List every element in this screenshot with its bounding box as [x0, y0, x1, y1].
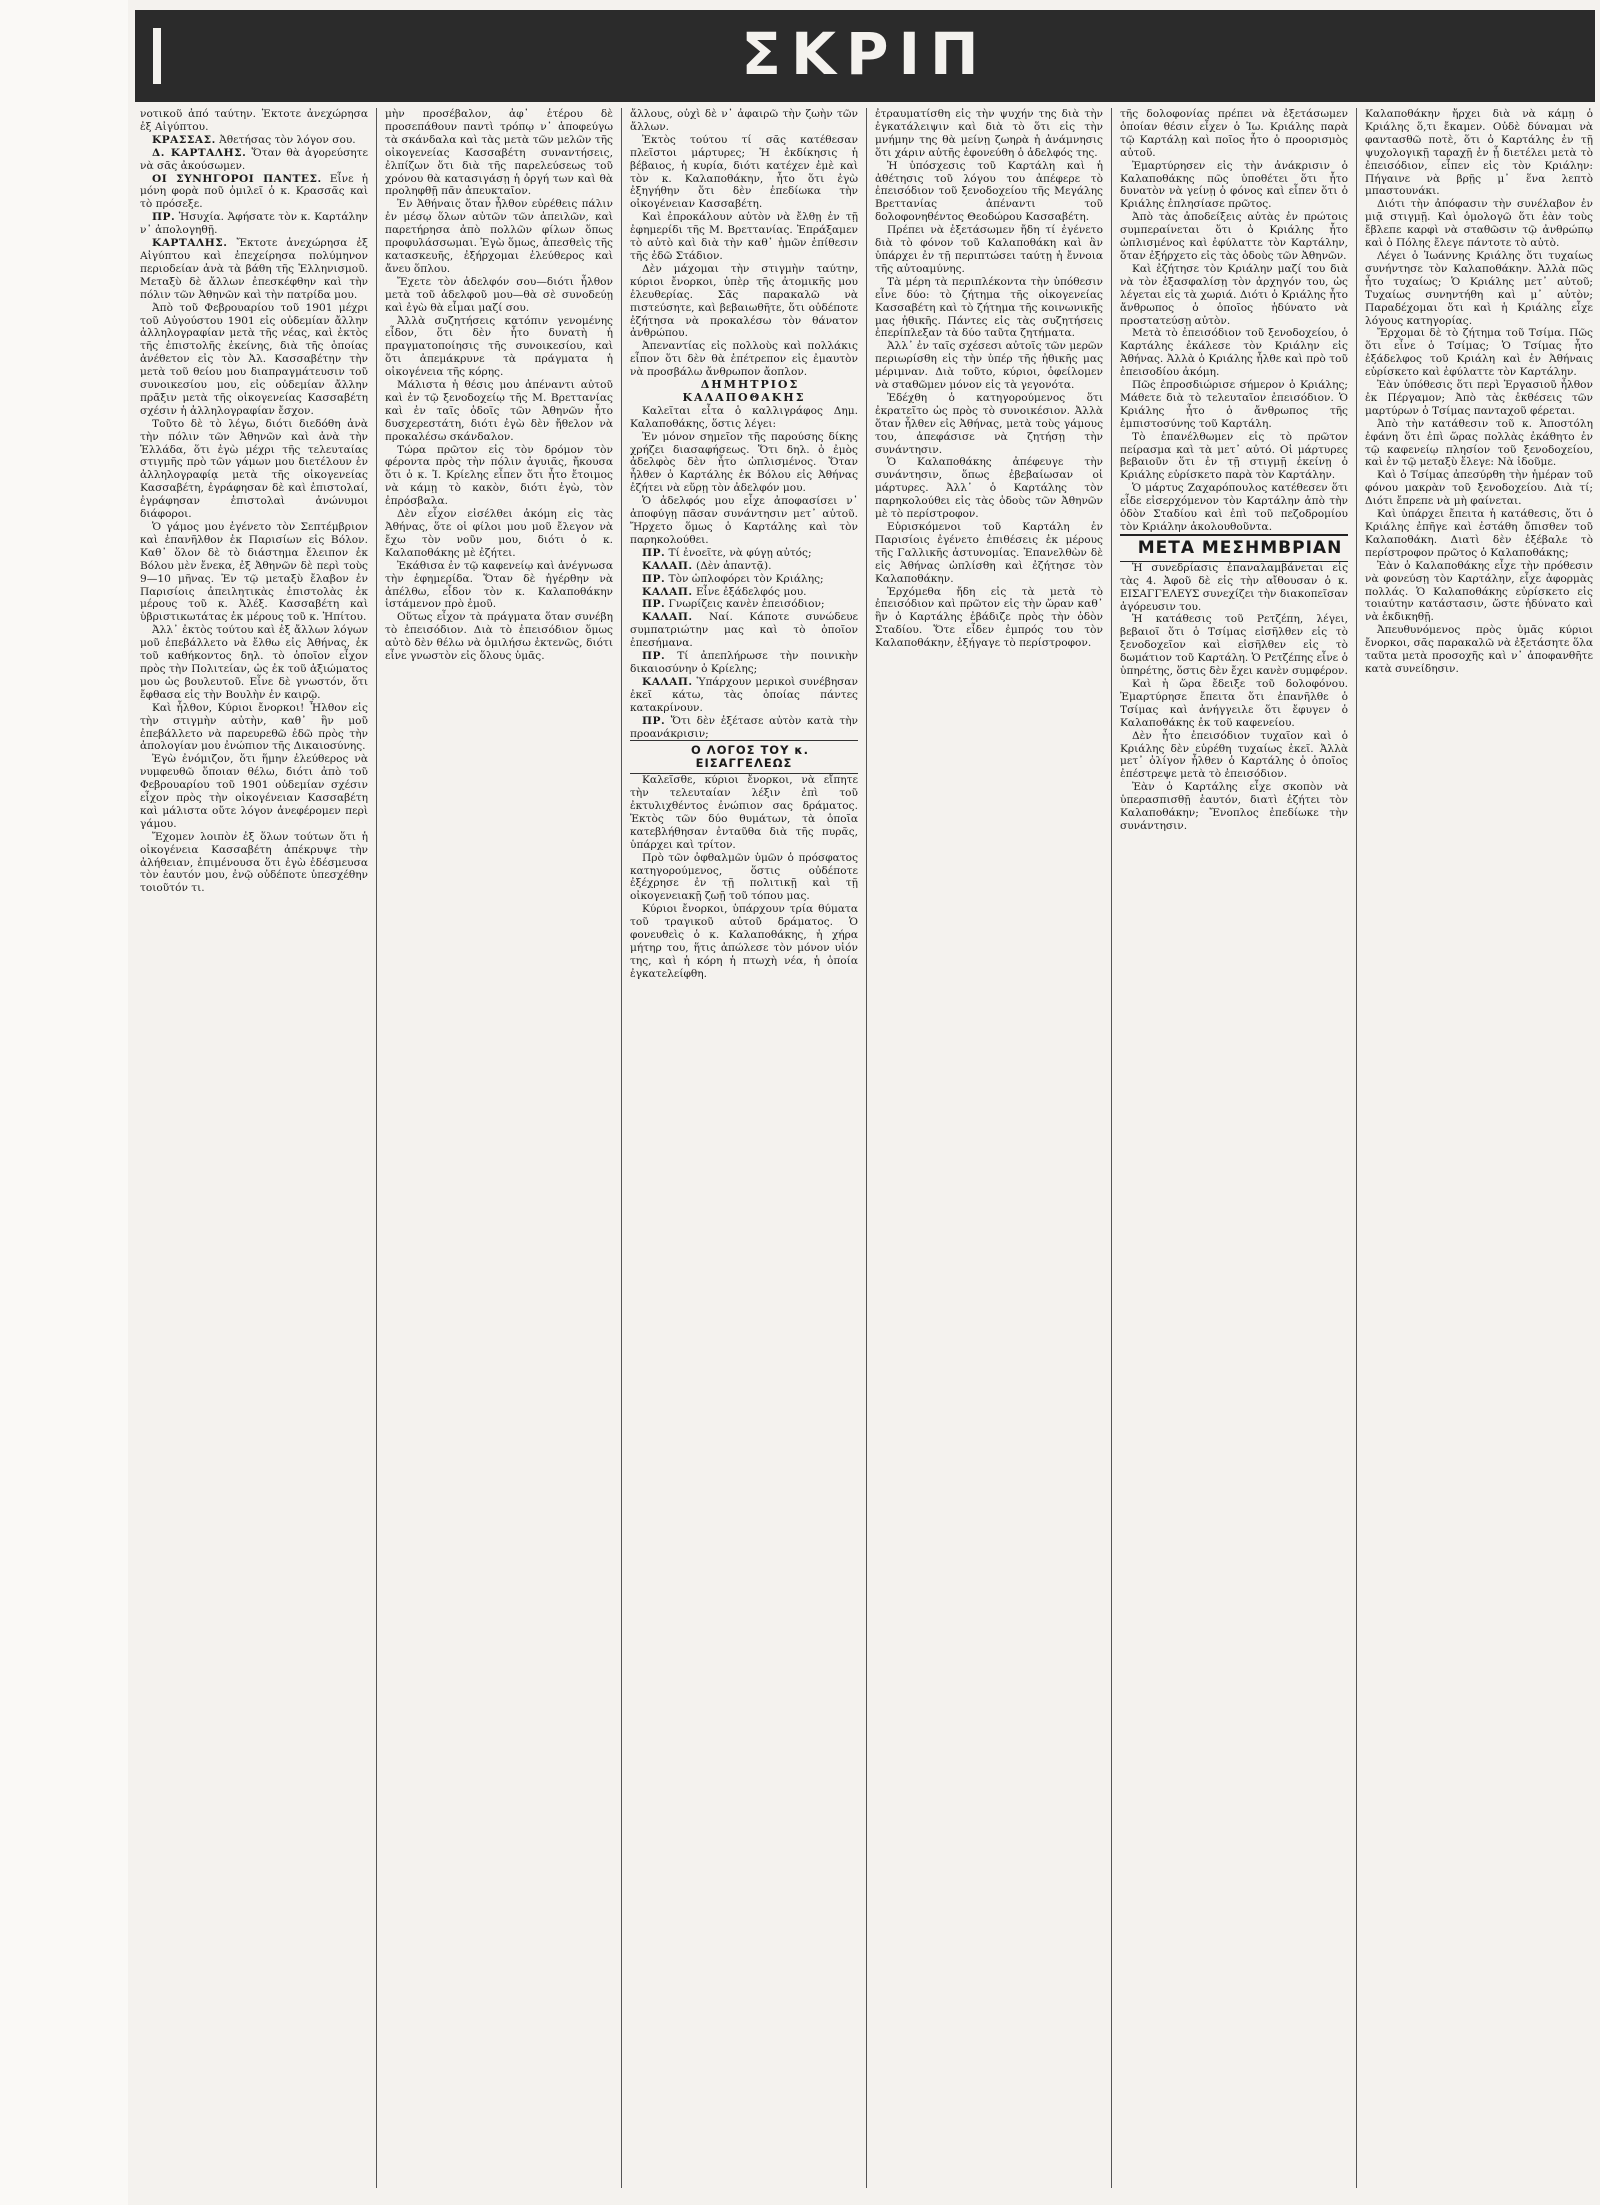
column-5: [1120, 108, 1348, 2188]
dialogue-line: ΚΑΛΑΠ. Ὑπάρχουν μερικοὶ συνέβησαν ἐκεῖ κάτω, τὰς ὁποίας πάντες κατακρίνουν.: [630, 675, 858, 714]
paragraph: Καὶ ὑπάρχει ἔπειτα ἡ κατάθεσις, ὅτι ὁ Κριάλης ἐπῆγε καὶ ἐστάθη ὄπισθεν τοῦ Καλαποθάκη. Διατὶ δὲν ἐξέβαλε τὸ περίστροφον πρῶτος ὁ Καλαποθάκης;: [1365, 508, 1593, 559]
column-6: [1365, 108, 1593, 2188]
paragraph: Ἐκάθισα ἐν τῷ καφενείῳ καὶ ἀνέγνωσα τὴν ἐφημερίδα. Ὅταν δὲ ἠγέρθην νὰ ἀπέλθω, εἶδον τὸν κ. Καλαποθάκην ἱστάμενον πρὸ ἐμοῦ.: [385, 559, 613, 611]
paragraph: Τοῦτο δὲ τὸ λέγω, διότι διεδόθη ἀνὰ τὴν πόλιν τῶν Ἀθηνῶν καὶ ἀνὰ τὴν Ἑλλάδα, ὅτι ἐγὼ μέχρι τῆς τελευταίας στιγμῆς πρὸ τῶν γάμων μου διετέλουν ἐν ἀλληλογραφίᾳ μετὰ τῆς οἰκογενείας Κασσαβέτη, ἐγράφησαν δὲ καὶ ἐπιστολαί, ἐγράφησαν ἐπιστολαὶ ἀνώνυμοι διάφοροι.: [140, 417, 368, 521]
paragraph: Ἐμαρτύρησεν εἰς τὴν ἀνάκρισιν ὁ Καλαποθάκης πῶς ὑποθέτει ὅτι ἦτο δυνατὸν νὰ γείνῃ ὁ φόνος καὶ εἶπεν ὅτι ὁ Κριάλης ἐπλησίασε πρῶτος.: [1120, 159, 1348, 211]
paragraph: Καλεῖται εἶτα ὁ καλλιγράφος Δημ. Καλαποθάκης, ὅστις λέγει:: [630, 404, 858, 430]
dialogue-line: ΚΑΛΑΠ. (Δὲν ἀπαντᾷ).: [642, 559, 772, 572]
exchange-line: ΟΙ ΣΥΝΗΓΟΡΟΙ ΠΑΝΤΕΣ. Εἶνε ἡ μόνη φορὰ ποῦ ὁμιλεῖ ὁ κ. Κρασσᾶς καὶ τὸ πρόσεξε.: [140, 172, 368, 211]
paragraph: Μετὰ τὸ ἐπεισόδιον τοῦ ξενοδοχείου, ὁ Καρτάλης ἐκάλεσε τὸν Κριάλην εἰς Ἀθήνας. Ἀλλὰ ὁ Κριάλης ἦλθε καὶ πρὸ τοῦ ἐπεισοδίου ἀκόμη.: [1120, 327, 1348, 379]
paragraph: Ἐὰν ὑπόθεσις ὅτι περὶ Ἐργασιοῦ ἦλθον ἐκ Πέργαμον; Ἀπὸ τὰς ἐκθέσεις τῶν μαρτύρων ὁ Τσίμας πανταχοῦ φέρεται.: [1365, 379, 1593, 417]
paragraph: Τὰ μέρη τὰ περιπλέκοντα τὴν ὑπόθεσιν εἶνε δύο: τὸ ζήτημα τῆς οἰκογενείας Κασσαβέτη καὶ τὸ ζήτημα τῆς κοινωνικῆς μας ἠθικῆς. Πάντες εἰς τὰς συζητήσεις ἐπερίπλεξαν τὰ δύο ταῦτα ζητήματα.: [875, 275, 1103, 340]
paragraph: Ἀπεναντίας εἰς πολλοὺς καὶ πολλάκις εἶπον ὅτι δὲν θὰ ἐπέτρεπον εἰς ἐμαυτὸν νὰ προσβάλω ἄνθρωπον ἄοπλον.: [630, 340, 858, 379]
column-2: [385, 108, 613, 2188]
paragraph: Δὲν μάχομαι τὴν στιγμὴν ταύτην, κύριοι ἔνορκοι, ὑπὲρ τῆς ἀτομικῆς μου ἐλευθερίας. Σᾶς παρακαλῶ νὰ πιστεύσητε, καὶ βεβαιωθῆτε, ὅτι οὐδέποτε ἐζήτησα νὰ προκαλέσω τὸν θάνατον ἀνθρώπου.: [630, 262, 858, 340]
paragraph: Καὶ ἐπροκάλουν αὐτὸν νὰ ἔλθῃ ἐν τῇ ἐφημερίδι τῆς Μ. Βρεττανίας. Ἐπράξαμεν τὸ αὐτὸ καὶ διὰ τὴν καθ᾽ ἡμῶν ἐπίθεσιν τῆς ἐδῶ Στάδιον.: [630, 211, 858, 262]
paragraph: Ἐὰν ὁ Καρτάλης εἶχε σκοπὸν νὰ ὑπερασπισθῇ ἑαυτόν, διατὶ ἐζήτει τὸν Καλαποθάκην; Ἔνοπλος ἐπεδίωκε τὴν συνάντησιν.: [1120, 781, 1348, 832]
paragraph: Οὕτως εἶχον τὰ πράγματα ὅταν συνέβη τὸ ἐπεισόδιον. Διὰ τὸ ἐπεισόδιον ὅμως αὐτὸ δὲν θέλω νὰ ὁμιλήσω ἐκτενῶς, διότι εἶνε γνωστὸν εἰς ὅλους ὑμᾶς.: [385, 611, 613, 663]
paragraph: Ἀλλ᾽ ἐν ταῖς σχέσεσι αὐτοῖς τῶν μερῶν περιωρίσθη εἰς τὴν ὑπέρ τῆς ἠθικῆς μας μέριμναν. Διὰ τοῦτο, κύριοι, ὀφείλομεν νὰ σταθῶμεν μόνον εἰς τὰ γεγονότα.: [875, 340, 1103, 392]
column-rule: [376, 108, 377, 2188]
paragraph: Καλεῖσθε, κύριοι ἔνορκοι, νὰ εἴπητε τὴν τελευταίαν λέξιν ἐπὶ τοῦ ἐκτυλιχθέντος ἐνώπιον σας δράματος. Ἐκτὸς τῶν δύο θυμάτων, τὰ ὁποῖα κατεβλήθησαν ἐνταῦθα διὰ τῆς πυρᾶς, ὑπάρχει καὶ τρίτον.: [630, 774, 858, 851]
paragraph: Ἔχομεν λοιπὸν ἐξ ὅλων τούτων ὅτι ἡ οἰκογένεια Κασσαβέτη ἀπέκρυψε τὴν ἀλήθειαν, ἐπιμένουσα ὅτι ἐγὼ ἐδέσμευσα τὸν ἑαυτόν μου, ἐνῷ οὐδέποτε ὑπεσχέθην τοιοῦτόν τι.: [140, 830, 368, 895]
column-rule: [1356, 108, 1357, 2188]
paragraph: Πρέπει νὰ ἐξετάσωμεν ἤδη τί ἐγένετο διὰ τὸ φόνον τοῦ Καλαποθάκη καὶ ἂν ὑπάρχει ἐν τῇ περιπτώσει ταύτῃ ἡ ἔννοια τῆς αὐτοαμύνης.: [875, 224, 1103, 275]
column-3: [630, 108, 858, 2188]
paragraph: Ὁ ἀδελφός μου εἶχε ἀποφασίσει ν᾽ ἀποφύγῃ πᾶσαν συνάντησιν μετ᾽ αὐτοῦ. Ἤρχετο ὅμως ὁ Καρτάλης καὶ τὸν παρηκολούθει.: [630, 495, 858, 546]
paragraph: μὴν προσέβαλον, ἀφ᾽ ἑτέρου δὲ προσεπάθουν παντὶ τρόπῳ ν᾽ ἀποφεύγω τὰ σκάνδαλα καὶ τὰς μετὰ τῶν μελῶν τῆς οἰκογενείας Κασσαβέτη συναντήσεις, ἐλπίζων ὅτι διὰ τῆς παρελεύσεως τοῦ χρόνου θὰ κατασιγάσῃ ἡ ὀργή των καὶ θὰ προληφθῇ πᾶν ἀπευκταῖον.: [385, 108, 613, 198]
exchange-line: ΚΑΡΤΑΛΗΣ. Ἔκτοτε ἀνεχώρησα ἐξ Αἰγύπτου καὶ ἐπεχείρησα πολύμηνον περιοδείαν ἀνὰ τὰ βάθη τῆς Ἑλληνισμοῦ. Μεταξὺ δὲ ἄλλων ἐπεσκέφθην καὶ τὴν πόλιν τῶν Ἀθηνῶν καὶ τὴν πατρίδα μου.: [140, 237, 368, 301]
dialogue-line: ΠΡ. Τὸν ὡπλοφόρει τὸν Κριάλης;: [642, 572, 824, 585]
paragraph: Ἀπὸ τὴν κατάθεσιν τοῦ κ. Ἀποστόλη ἐφάνη ὅτι ἐπὶ ὥρας πολλὰς ἐκάθητο ἐν τῷ καφενείῳ πλησίον τοῦ ξενοδοχείου, καὶ ἐν τῷ μεταξὺ ἔλεγε: Νὰ ἰδοῦμε.: [1365, 417, 1593, 469]
paragraph: Ὁ γάμος μου ἐγένετο τὸν Σεπτέμβριον καὶ ἐπανῆλθον ἐκ Παρισίων εἰς Βόλον. Καθ᾽ ὅλον δὲ τὸ διάστημα ἔλειπον ἐκ Βόλου μὲν ἔνεκα, ἐξ Ἀθηνῶν δὲ περὶ τοὺς 9—10 μῆνας. Ἐν τῷ μεταξὺ ἔλαβον ἐν Παρισίοις ἀπειλητικὰς ἐπιστολὰς ἐκ μέρους τοῦ κ. Ἀλέξ. Κασσαβέτη καὶ ὑβριστικωτάτας ἐκ μέρους τοῦ κ. Ἠπίτου.: [140, 521, 368, 624]
column-4: [875, 108, 1103, 2188]
paragraph: Ἡ κατάθεσις τοῦ Ρετζέπη, λέγει, βεβαιοῖ ὅτι ὁ Τσίμας εἰσῆλθεν εἰς τὸ ξενοδοχεῖον καὶ εἰσῆλθεν εἰς τὸ δωμάτιον τοῦ Καρτάλη. Ὁ Ρετζέπης εἶνε ὁ ὑπηρέτης, ὅστις δὲν ἔχει κανὲν συμφέρον.: [1120, 613, 1348, 678]
paragraph: ἄλλους, οὐχὶ δὲ ν᾽ ἀφαιρῶ τὴν ζωὴν τῶν ἄλλων.: [630, 108, 858, 133]
exchange-line: ΚΡΑΣΣΑΣ. Ἀθετήσας τὸν λόγον σου.: [152, 133, 356, 146]
exchange-line: Δ. ΚΑΡΤΑΛΗΣ. Ὅταν θὰ ἀγορεύσητε νὰ σᾶς ἀκούσωμεν.: [140, 146, 368, 172]
paragraph: Κύριοι ἔνορκοι, ὑπάρχουν τρία θύματα τοῦ τραγικοῦ αὐτοῦ δράματος. Ὁ φονευθεὶς ὁ κ. Καλαποθάκης, ἡ χήρα μήτηρ του, ἥτις ἀπώλεσε τὸν μόνον υἱόν της, καὶ ἡ κόρη ἡ πτωχὴ νέα, ἡ ὁποία ἐγκατελείφθη.: [630, 903, 858, 980]
paragraph: Ἀλλ᾽ ἐκτὸς τούτου καὶ ἐξ ἄλλων λόγων μοῦ ἐπεβάλλετο νὰ ἔλθω εἰς Ἀθήνας, ἐκ τοῦ καθήκοντος δηλ. τὸ ὁποῖον εἶχον πρὸς τὴν Πολιτείαν, ὡς ἐκ τοῦ ἀξιώματος μου ὡς βουλευτοῦ. Εἶνε δὲ γνωστόν, ὅτι ἔφθασα εἰς τὴν Βουλὴν ἐν καιρῷ.: [140, 624, 368, 701]
dialogue-line: ΠΡ. Τί ἐνοεῖτε, νὰ φύγῃ αὐτός;: [642, 546, 812, 559]
paragraph: Ἡ ὑπόσχεσις τοῦ Καρτάλη καὶ ἡ ἀθέτησις τοῦ λόγου του ἀπέφερε τὸ ἐπεισόδιον τοῦ ξενοδοχείου τῆς Μεγάλης Βρεττανίας ἀπέναντι τοῦ δολοφονηθέντος Θεοδώρου Κασσαβέτη.: [875, 159, 1103, 224]
column-rule: [1111, 108, 1112, 2188]
masthead: [135, 10, 1595, 102]
paragraph: Δὲν ἦτο ἐπεισόδιον τυχαῖον καὶ ὁ Κριάλης δὲν εὑρέθη τυχαίως ἐκεῖ. Ἀλλὰ μετ᾽ ὀλίγον ἦλθεν ὁ Καρτάλης ὁ ὁποῖος ἐπέστρεψε μετὰ τὸ ἐπεισόδιον.: [1120, 729, 1348, 781]
paragraph: Ἐδέχθη ὁ κατηγορούμενος ὅτι ἐκρατεῖτο ὡς πρὸς τὸ συνοικέσιον. Ἀλλὰ ὅταν ἦλθεν εἰς Ἀθήνας, μετὰ τοὺς γάμους του, ἀπεφάσισε νὰ ζητήσῃ τὴν συνάντησιν.: [875, 391, 1103, 456]
paragraph: Ἀπὸ τοῦ Φεβρουαρίου τοῦ 1901 μέχρι τοῦ Αὐγούστου 1901 εἰς οὐδεμίαν ἄλλην ἀλληλογραφίαν μετὰ τῆς νέας, καὶ ἐκτὸς τῆς ἐπιστολῆς ἐκείνης, διὰ τῆς ὁποίας ἀνέθετον εἰς τὸν Ἀλ. Κασσαβέτην τὴν μετὰ τοῦ θείου μου διαπραγμάτευσιν τοῦ συνοικεσίου μου, εἰς οὐδεμίαν ἄλλην πρᾶξιν μετὰ τῆς οἰκογενείας Κασσαβέτη σχέσιν ἡ ἀλληλογραφίαν ἔσχον.: [140, 301, 368, 417]
paragraph: Ἀλλὰ συζητήσεις κατόπιν γενομένης εἶδον, ὅτι δὲν ἦτο δυνατὴ ἡ πραγματοποίησις τῆς συνοικεσίου, καὶ ὅτι ἀπεμάκρυνε τὰ πράγματα ἡ οἰκογένεια τῆς κόρης.: [385, 314, 613, 379]
paragraph: Καὶ ὁ Τσίμας ἀπεσύρθη τὴν ἡμέραν τοῦ φόνου μακρὰν τοῦ ξενοδοχείου. Διὰ τί; Διότι ἔπρεπε νὰ μὴ φαίνεται.: [1365, 469, 1593, 508]
paragraph: Πρὸ τῶν ὀφθαλμῶν ὑμῶν ὁ πρόσφατος κατηγορούμενος, ὅστις οὐδέποτε ἐξέχρησε ἐν τῇ πολιτικῇ καὶ τῇ οἰκογενειακῇ ζωῇ τοῦ τόπου μας.: [630, 851, 858, 903]
paragraph: Πῶς ἐπροσδιώρισε σήμερον ὁ Κριάλης; Μάθετε διὰ τὸ τελευταῖον ἐπεισόδιον. Ὁ Κριάλης ἦτο ὁ ἄνθρωπος τῆς ἐμπιστοσύνης τοῦ Καρτάλη.: [1120, 379, 1348, 430]
paragraph: Τώρα πρῶτον εἰς τὸν δρόμον τὸν φέροντα πρὸς τὴν πόλιν ἀγυιᾶς, ἤκουσα ὅτι ὁ κ. Ἰ. Κρίελης εἶπεν ὅτι ἦτο ἔτοιμος νὰ κάμῃ τὸ κακὸν, διότι ἐγὼ, τὸν ἐπρόσβαλα.: [385, 443, 613, 508]
paragraph: Ἐρχόμεθα ἤδη εἰς τὰ μετὰ τὸ ἐπεισόδιον καὶ πρῶτον εἰς τὴν ὥραν καθ᾽ ἣν ὁ Καρτάλης ἐβάδιζε πρὸς τὴν ὁδὸν Σταδίου. Ὅτε εἶδεν ἐμπρός του τὸν Καλαποθάκην, ἐξήγαγε τὸ περίστροφον.: [875, 585, 1103, 650]
dialogue-line: ΠΡ. Τί ἀπεπλήρωσε τὴν ποινικὴν δικαιοσύνην ὁ Κρίελης;: [630, 650, 858, 675]
paragraph: Καλαποθάκην ἤρχει διὰ νὰ κάμῃ ὁ Κριάλης ὅ,τι ἔκαμεν. Οὐδὲ δύναμαι νὰ φαντασθῶ ποτὲ, ὅτι ὁ Καρτάλης ἐν τῇ ψυχολογικῇ ταραχῇ ἐν ᾗ διετέλει μετὰ τὸ ἐπεισόδιον, εἶπεν εἰς τὸν Κριάλην: Πήγαινε νὰ βρῇς μ᾽ ἕνα λεπτὸ μπαστουνάκι.: [1365, 108, 1593, 198]
section-heading-prosecutor-speech: Ο ΛΟΓΟΣ ΤΟΥ κ. ΕΙΣΑΓΓΕΛΕΩΣ: [630, 740, 858, 774]
paragraph: Ὁ μάρτυς Ζαχαρόπουλος κατέθεσεν ὅτι εἶδε εἰσερχόμενον τὸν Καρτάλην ἀπὸ τὴν ὁδὸν Σταδίου καὶ ἐπὶ τοῦ πεζοδρομίου τὸν Κριάλην ἀκολουθοῦντα.: [1120, 482, 1348, 533]
paragraph: Ἐγὼ ἐνόμιζον, ὅτι ἥμην ἐλεύθερος νὰ νυμφευθῶ ὅποιαν θέλω, διότι ἀπὸ τοῦ Φεβρουαρίου τοῦ 1901 οὐδεμίαν σχέσιν εἶχον πρὸς τὴν οἰκογένειαν Κασσαβέτη καὶ μάλιστα οὔτε λόγον ἀνεφέρομεν περὶ γάμου.: [140, 753, 368, 830]
paragraph: Ἡ συνεδρίασις ἐπαναλαμβάνεται εἰς τὰς 4. Ἀφοῦ δὲ εἰς τὴν αἴθουσαν ὁ κ. ΕΙΣΑΓΓΕΛΕΥΣ συνεχίζει τὴν διακοπεῖσαν ἀγόρευσιν του.: [1120, 561, 1348, 613]
exchange-line: ΠΡ. Ἡσυχία. Ἀφήσατε τὸν κ. Καρτάλην ν᾽ ἀπολογηθῇ.: [140, 211, 368, 237]
page-margin: [0, 0, 128, 2205]
section-heading-afternoon: ΜΕΤΑ ΜΕΣΗΜΒΡΙΑΝ: [1120, 534, 1348, 562]
paragraph: Διότι τὴν ἀπόφασιν τὴν συνέλαβον ἐν μιᾷ στιγμῇ. Καὶ ὁμολογῶ ὅτι ἐὰν τοὺς ἔβλεπε καρφὶ νὰ σταθῶσιν τῷ ἀνθρώπῳ καὶ ὁ Πόλης ἔλεγε πάντοτε τὸ αὐτὸ.: [1365, 198, 1593, 250]
paragraph: Ἐὰν ὁ Καλαποθάκης εἶχε τὴν πρόθεσιν νὰ φονεύσῃ τὸν Καρτάλην, εἶχε ἀφορμὰς πολλάς. Ὁ Καλαποθάκης εὑρίσκετο εἰς τοιαύτην κατάστασιν, ὥστε ἠδύνατο καὶ νὰ ἐκδικηθῇ.: [1365, 559, 1593, 624]
paragraph: Καὶ ἡ ὥρα ἔδειξε τοῦ δολοφόνου. Ἐμαρτύρησε ἔπειτα ὅτι ἐπανῆλθε ὁ Τσίμας καὶ ἀνήγγειλε ὅτι ἔφυγεν ὁ Καλαποθάκης ἐκ τοῦ καφενείου.: [1120, 677, 1348, 729]
paragraph: Ἔρχομαι δὲ τὸ ζήτημα τοῦ Τσίμα. Πῶς ὅτι εἶνε ὁ Τσίμας; Ὁ Τσίμας ἦτο ἐξάδελφος τοῦ Κριάλη καὶ ἐν Ἀθήναις εὑρίσκετο καὶ ἐφύλαττε τὸν Καρτάλην.: [1365, 327, 1593, 379]
paragraph: Ἀπευθυνόμενος πρὸς ὑμᾶς κύριοι ἔνορκοι, σᾶς παρακαλῶ νὰ ἐξετάσητε ὅλα ταῦτα μετὰ προσοχῆς καὶ ν᾽ ἀποφανθῆτε κατὰ συνείδησιν.: [1365, 624, 1593, 675]
paragraph: τῆς δολοφονίας πρέπει νὰ ἐξετάσωμεν ὁποίαν θέσιν εἶχεν ὁ Ἰω. Κριάλης παρὰ τῷ Καρτάλῃ καὶ ποῖος ἦτο ὁ προορισμὸς αὐτοῦ.: [1120, 108, 1348, 159]
paragraph: Καὶ ἦλθον, Κύριοι ἔνορκοι! Ἦλθον εἰς τὴν στιγμὴν αὐτὴν, καθ᾽ ἣν μοῦ ἐπεβάλλετο νὰ παρευρεθῶ ἐδῶ πρὸς τὴν ἀπολογίαν μου ἐνώπιον τῆς Δικαιοσύνης.: [140, 701, 368, 753]
article-columns: [140, 108, 1595, 2188]
paragraph: Μάλιστα ἡ θέσις μου ἀπέναντι αὐτοῦ καὶ ἐν τῷ ξενοδοχείῳ τῆς Μ. Βρεττανίας καὶ ἐν ταῖς ὁδοῖς τῶν Ἀθηνῶν ἦτο δυσχερεστάτη, διότι ἐγὼ δὲν ἤθελον νὰ προκαλέσω σκάνδαλον.: [385, 379, 613, 443]
paragraph: Ἐν Ἀθήναις ὅταν ἦλθον εὑρέθεις πάλιν ἐν μέσῳ ὅλων αὐτῶν τῶν ἀπειλῶν, καὶ παρετήρησα ἀπὸ πολλῶν φίλων ὅπως προφυλάσσωμαι. Ἐγὼ ὅμως, ἀπεσθεὶς τῆς κατασκευῆς, ἐξήρχομαι ἐλεύθερος καὶ ἄνευ ὅπλου.: [385, 198, 613, 275]
column-1: [140, 108, 368, 2188]
paragraph: Ἀπὸ τὰς ἀποδείξεις αὐτὰς ἐν πρώτοις συμπεραίνεται ὅτι ὁ Κριάλης ἦτο ὡπλισμένος καὶ ἐφύλαττε τὸν Καρτάλην, ὅταν ἐξήρχετο εἰς τὰς ὁδοὺς τῶν Ἀθηνῶν.: [1120, 211, 1348, 262]
paragraph: Δὲν εἶχον εἰσέλθει ἀκόμη εἰς τὰς Ἀθήνας, ὅτε οἱ φίλοι μου μοῦ ἔλεγον νὰ ἔχω τὸν νοῦν μου, διότι ὁ κ. Καλαποθάκης μὲ ἐζήτει.: [385, 508, 613, 559]
dialogue-line: ΚΑΛΑΠ. Εἶνε ἐξάδελφός μου.: [642, 585, 807, 598]
column-rule: [866, 108, 867, 2188]
paragraph: Καὶ ἐζήτησε τὸν Κριάλην μαζί του διὰ νὰ τὸν ἐξασφαλίσῃ τὸν ἀρχηγόν του, ὡς λέγεται εἰς τὰ χωριά. Διότι ὁ Κριάλης ἦτο ἄνθρωπος ὁ ὁποῖος ἠδύνατο νὰ προστατεύσῃ αὐτὸν.: [1120, 262, 1348, 327]
paragraph: Τὸ ἐπανέλθωμεν εἰς τὸ πρῶτον πείρασμα καὶ τὰ μετ᾽ αὐτό. Οἱ μάρτυρες βεβαιοῦν ὅτι ἐν τῇ στιγμῇ ἐκείνῃ ὁ Κριάλης εὑρίσκετο παρὰ τὸν Καρτάλην.: [1120, 430, 1348, 482]
paragraph: Ἐκτὸς τούτου τί σᾶς κατέθεσαν πλεῖστοι μάρτυρες; Ἡ ἐκδίκησις ἡ βέβαιος, ἡ κυρία, διότι κατέχεν ἐμὲ καὶ τὸν κ. Καλαποθάκην, ἦτο ὅτι ἐγὼ ἐξηγήθην ὅτι δὲν ἐπεδίωκα τὴν οἰκογένειαν Κασσαβέτη.: [630, 133, 858, 211]
dialogue-line: ΠΡ. Γνωρίζεις κανὲν ἐπεισόδιον;: [642, 598, 825, 611]
paragraph: Ἐν μόνον σημεῖον τῆς παρούσης δίκης χρήζει διασαφήσεως. Ὅτι δηλ. ὁ ἐμὸς ἀδελφὸς δὲν ἦτο ὡπλισμένος. Ὅταν ἦλθεν ὁ Καρτάλης ἐκ Βόλου εἰς Ἀθήνας ἐζήτει νὰ εὕρῃ τὸν ἀδελφόν μου.: [630, 430, 858, 495]
column-rule: [621, 108, 622, 2188]
column-1-opening: νοτικοῦ ἀπό ταύτην. Ἐκτοτε ἀνεχώρησα ἐξ Αἰγύπτου.: [140, 108, 368, 133]
paragraph: Λέγει ὁ Ἰωάννης Κριάλης ὅτι τυχαίως συνήντησε τὸν Καλαποθάκην. Ἀλλὰ πῶς ἦτο τυχαίως; Ὁ Κριάλης μετ᾽ αὐτοῦ; Τυχαίως συνηντήθη καὶ μ᾽ αὐτὸν; Παραδέχομαι ὅτι καὶ ἡ Κριάλης εἶχε λόγους κατηγορίας.: [1365, 249, 1593, 327]
paragraph: Ἔχετε τὸν ἀδελφόν σου—διότι ἦλθον μετὰ τοῦ ἀδελφοῦ μου—θὰ σὲ συνοδεύῃ καὶ ἐγὼ θὰ εἶμαι μαζί σου.: [385, 275, 613, 314]
signature: ΔΗΜΗΤΡΙΟΣ ΚΑΛΑΠΟΘΑΚΗΣ: [682, 378, 806, 404]
paragraph: ἐτραυματίσθη εἰς τὴν ψυχήν της διὰ τὴν ἐγκατάλειψιν καὶ διὰ τὸ ὅτι εἰς τὴν μνήμην της θὰ μείνῃ ζωηρὰ ἡ ἀνάμνησις ὅτι χάριν αὐτῆς ἐφονεύθη ὁ ἀδελφός της.: [875, 108, 1103, 159]
paragraph: Εὑρισκόμενοι τοῦ Καρτάλη ἐν Παρισίοις ἐγένετο ἐπιθέσεις ἐκ μέρους τῆς Γαλλικῆς ἀστυνομίας. Ἐπανελθὼν δὲ εἰς Ἀθήνας ὡπλίσθη καὶ ἐζήτησε τὸν Καλαποθάκην.: [875, 521, 1103, 585]
newspaper-title: ΣΚΡΙΠ: [741, 20, 989, 88]
dialogue-line: ΚΑΛΑΠ. Ναί. Κάποτε συνώδευε συμπατριώτην μας καὶ τὸ ὁποῖον ἐπεσήμανα.: [630, 611, 858, 650]
paragraph: Ὁ Καλαποθάκης ἀπέφευγε τὴν συνάντησιν, ὅπως ἐβεβαίωσαν οἱ μάρτυρες. Ἀλλ᾽ ὁ Καρτάλης τὸν παρηκολούθει εἰς τὰς ὁδοὺς τῶν Ἀθηνῶν μὲ τὸ περίστροφον.: [875, 456, 1103, 521]
dialogue-line: ΠΡ. Ὅτι δὲν ἐξέτασε αὐτὸν κατὰ τὴν προανάκρισιν;: [630, 714, 858, 740]
